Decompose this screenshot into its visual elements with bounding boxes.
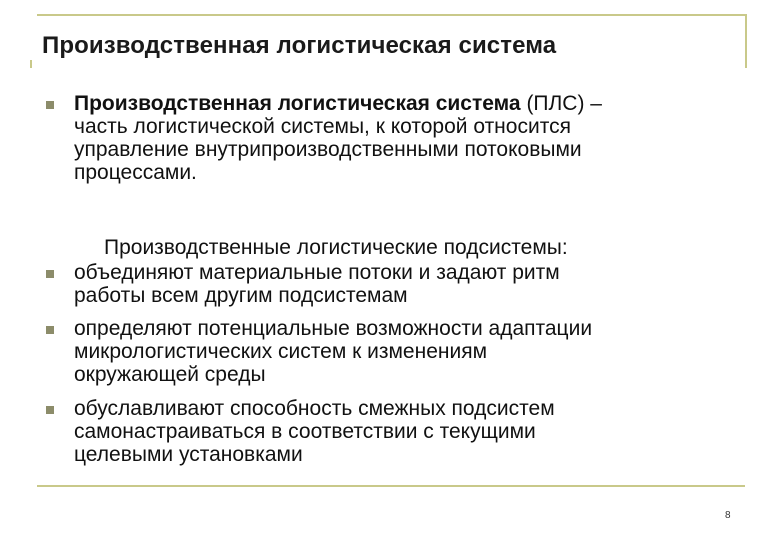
subsystems-heading: Производственные логистические подсистемы: [104,236,568,259]
list-item-line: работы всем другим подсистемам [74,284,408,307]
list-item-line: обуславливают способность смежных подсистем [74,397,555,420]
definition-line: часть логистической системы, к которой относится [74,115,571,138]
list-item-line: окружающей среды [74,363,266,386]
slide-title: Производственная логистическая система [42,32,557,59]
definition-line: процессами. [74,161,197,184]
list-item-line: объединяют материальные потоки и задают ритм [74,261,560,284]
definition-line: управление внутрипроизводственными потоковыми [74,138,582,161]
page-number: 8 [725,510,731,521]
frame-accent [30,60,32,68]
definition-paragraph [74,92,734,184]
list-item [74,397,734,466]
bullet-marker [46,326,54,334]
list-item-line: целевыми установками [74,443,303,466]
list-item-line: самонастраиваться в соответствии с текущими [74,420,536,443]
bullet-marker [46,101,54,109]
list-item [74,261,734,307]
list-item-line: определяют потенциальные возможности адаптации [74,317,593,340]
definition-term: Производственная логистическая система [74,92,521,115]
definition-abbrev: (ПЛС) – [520,92,602,115]
list-item [74,317,734,386]
bottom-divider [37,485,745,487]
bullet-marker [46,406,54,414]
bullet-marker [46,270,54,278]
list-item-line: микрологистических систем к изменениям [74,340,488,363]
